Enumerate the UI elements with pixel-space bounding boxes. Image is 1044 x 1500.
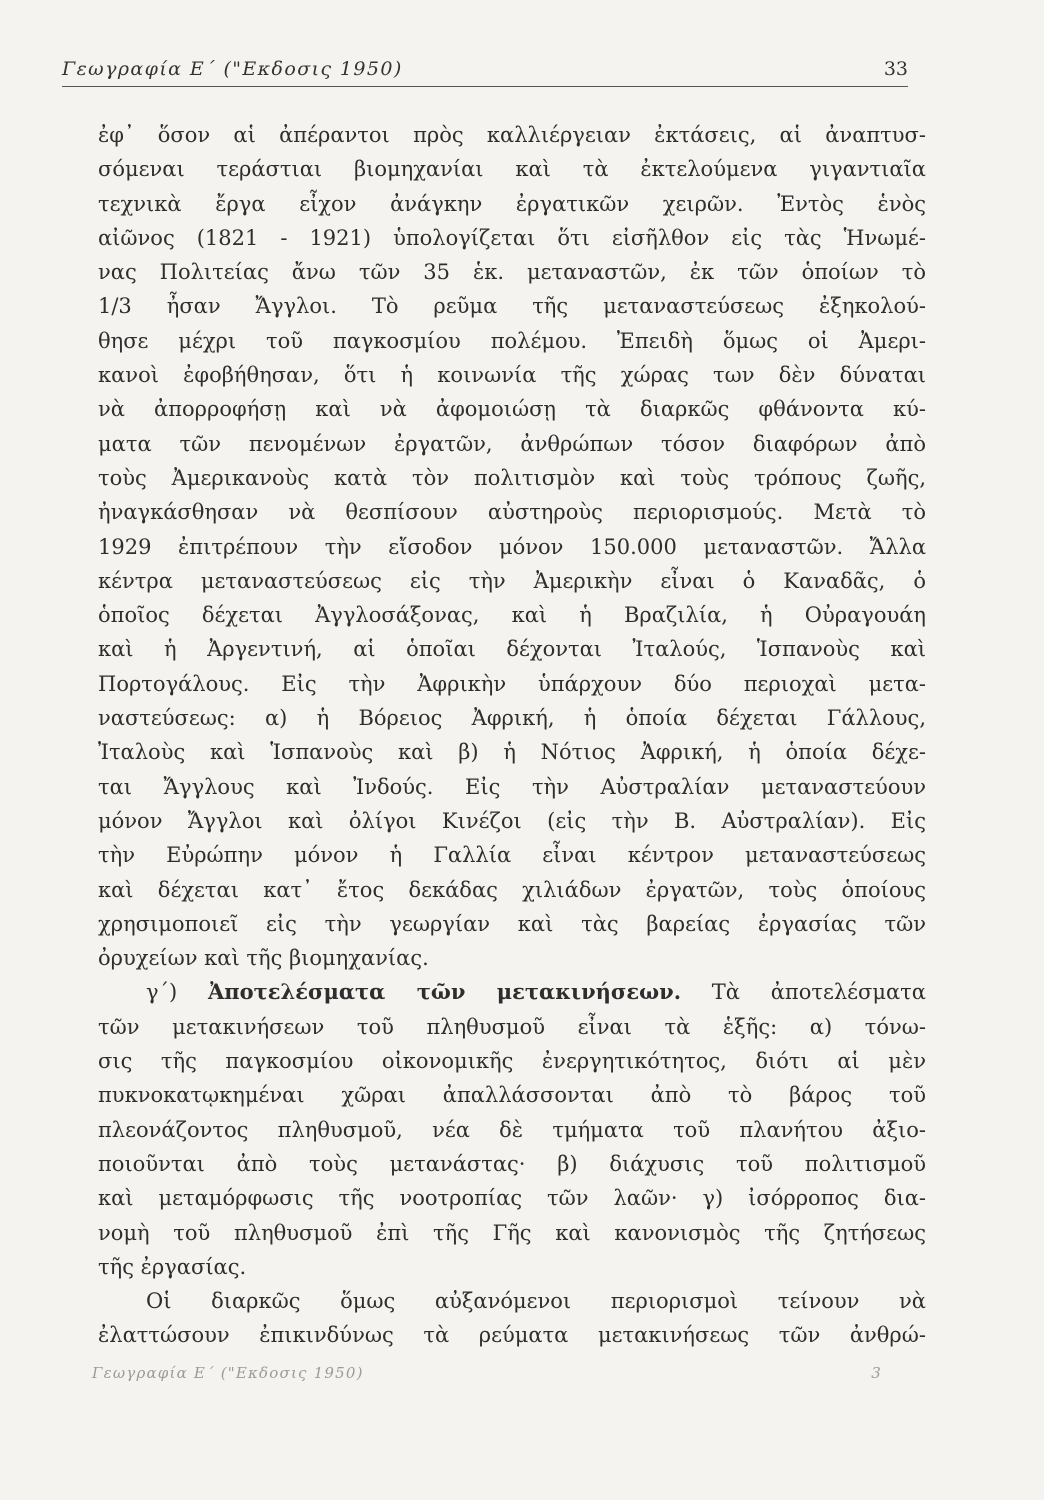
body-text [98,118,926,1353]
section-label: γ΄) [146,980,178,1005]
text-line: Ἰταλοὺς καὶ Ἱσπανοὺς καὶ β) ἡ Νότιος Ἀφρική, ἡ ὁποία δέχε- [98,740,926,765]
section-heading-line [98,975,926,1009]
text-line: καὶ μεταμόρφωσις τῆς νοοτροπίας τῶν λαῶν· γ) ἰσόρροπος δια- [98,1186,926,1211]
text-line: καὶ δέχεται κατ᾽ ἔτος δεκάδας χιλιάδων ἐργατῶν, τοὺς ὁποίους [98,877,926,902]
text-line: πλεονάζοντος πληθυσμοῦ, νέα δὲ τμήματα τοῦ πλανήτου ἀξιο- [98,1117,926,1142]
text-line: χρησιμοποιεῖ εἰς τὴν γεωργίαν καὶ τὰς βαρείας ἐργασίας τῶν [98,911,926,936]
text-line: τὴν Εὐρώπην μόνον ἡ Γαλλία εἶναι κέντρον μεταναστεύσεως [98,843,926,868]
text-line: 1/3 ἦσαν Ἄγγλοι. Τὸ ρεῦμα τῆς μεταναστεύσεως ἐξηκολού- [98,294,926,319]
text-line: ἐφ᾽ ὅσον αἱ ἀπέραντοι πρὸς καλλιέργειαν ἐκτάσεις, αἱ ἀναπτυσ- [98,123,926,147]
text-line: ἐλαττώσουν ἐπικινδύνως τὰ ρεύματα μετακινήσεως τῶν ἀνθρώ- [98,1323,926,1348]
text-line: κέντρα μεταναστεύσεως εἰς τὴν Ἀμερικὴν εἶναι ὁ Καναδᾶς, ὁ [98,568,926,593]
text-line: καὶ ἡ Ἀργεντινή, αἱ ὁποῖαι δέχονται Ἰταλούς, Ἱσπανοὺς καὶ [98,637,926,662]
text-line: τῆς ἐργασίας. [98,1254,247,1279]
section-heading-rest: Τὰ ἀποτελέσματα [711,980,926,1005]
text-line: ὀρυχείων καὶ τῆς βιομηχανίας. [98,946,429,971]
text-line: ματα τῶν πενομένων ἐργατῶν, ἀνθρώπων τόσον διαφόρων ἀπὸ [98,431,926,456]
text-line: θησε μέχρι τοῦ παγκοσμίου πολέμου. Ἐπειδὴ ὅμως οἱ Ἀμερι- [98,328,926,353]
text-line: νομὴ τοῦ πληθυσμοῦ ἐπὶ τῆς Γῆς καὶ κανονισμὸς τῆς ζητήσεως [98,1220,926,1245]
footer-signature [92,1364,882,1390]
text-line: ναστεύσεως: α) ἡ Βόρειος Ἀφρική, ἡ ὁποία δέχεται Γάλλους, [98,706,926,731]
text-line: σόμεναι τεράστιαι βιομηχανίαι καὶ τὰ ἐκτελούμενα γιγαντιαῖα [98,157,926,182]
page-number: 33 [883,58,908,80]
text-line: σις τῆς παγκοσμίου οἰκονομικῆς ἐνεργητικότητος, διότι αἱ μὲν [98,1049,926,1074]
text-line: Πορτογάλους. Εἰς τὴν Ἀφρικὴν ὑπάρχουν δύο περιοχαὶ μετα- [98,671,926,696]
text-line: τεχνικὰ ἔργα εἶχον ἀνάγκην ἐργατικῶν χειρῶν. Ἐντὸς ἑνὸς [98,191,926,216]
text-line: μόνον Ἄγγλοι καὶ ὀλίγοι Κινέζοι (εἰς τὴν Β. Αὐστραλίαν). Εἰς [98,808,926,833]
text-line: τοὺς Ἀμερικανοὺς κατὰ τὸν πολιτισμὸν καὶ τοὺς τρόπους ζωῆς, [98,465,926,490]
footer-sheet-number: 3 [871,1364,882,1382]
text-line: πυκνοκατῳκημέναι χῶραι ἀπαλλάσσονται ἀπὸ τὸ βάρος τοῦ [98,1083,926,1108]
text-line: τῶν μετακινήσεων τοῦ πληθυσμοῦ εἶναι τὰ ἑξῆς: α) τόνω- [98,1014,926,1039]
text-line: νὰ ἀπορροφήσῃ καὶ νὰ ἀφομοιώσῃ τὰ διαρκῶς φθάνοντα κύ- [98,397,926,422]
text-line: κανοὶ ἐφοβήθησαν, ὅτι ἡ κοινωνία τῆς χώρας των δὲν δύναται [98,363,926,388]
header-title: Γεωγραφία Ε΄ ("Εκδοσις 1950) [62,58,403,80]
text-line: Οἱ διαρκῶς ὅμως αὐξανόμενοι περιορισμοὶ τείνουν νὰ [146,1289,926,1314]
text-line: νας Πολιτείας ἄνω τῶν 35 ἑκ. μεταναστῶν, ἐκ τῶν ὁποίων τὸ [98,260,926,285]
footer-title: Γεωγραφία Ε΄ ("Εκδοσις 1950) [92,1364,364,1382]
section-heading: Ἀποτελέσματα τῶν μετακινήσεων. [207,979,682,1005]
text-line: ἠναγκάσθησαν νὰ θεσπίσουν αὐστηροὺς περιορισμούς. Μετὰ τὸ [98,500,926,525]
running-header [62,52,908,87]
text-line: 1929 ἐπιτρέπουν τὴν εἴσοδον μόνον 150.000 μεταναστῶν. Ἄλλα [98,534,926,559]
text-line: ποιοῦνται ἀπὸ τοὺς μετανάστας· β) διάχυσις τοῦ πολιτισμοῦ [98,1151,926,1176]
text-line: ται Ἄγγλους καὶ Ἰνδούς. Εἰς τὴν Αὐστραλίαν μεταναστεύουν [98,774,926,799]
text-line: αἰῶνος (1821 - 1921) ὑπολογίζεται ὅτι εἰσῆλθον εἰς τὰς Ἡνωμέ- [98,225,926,250]
text-line: ὁποῖος δέχεται Ἀγγλοσάξονας, καὶ ἡ Βραζιλία, ἡ Οὐραγουάη [98,603,926,628]
